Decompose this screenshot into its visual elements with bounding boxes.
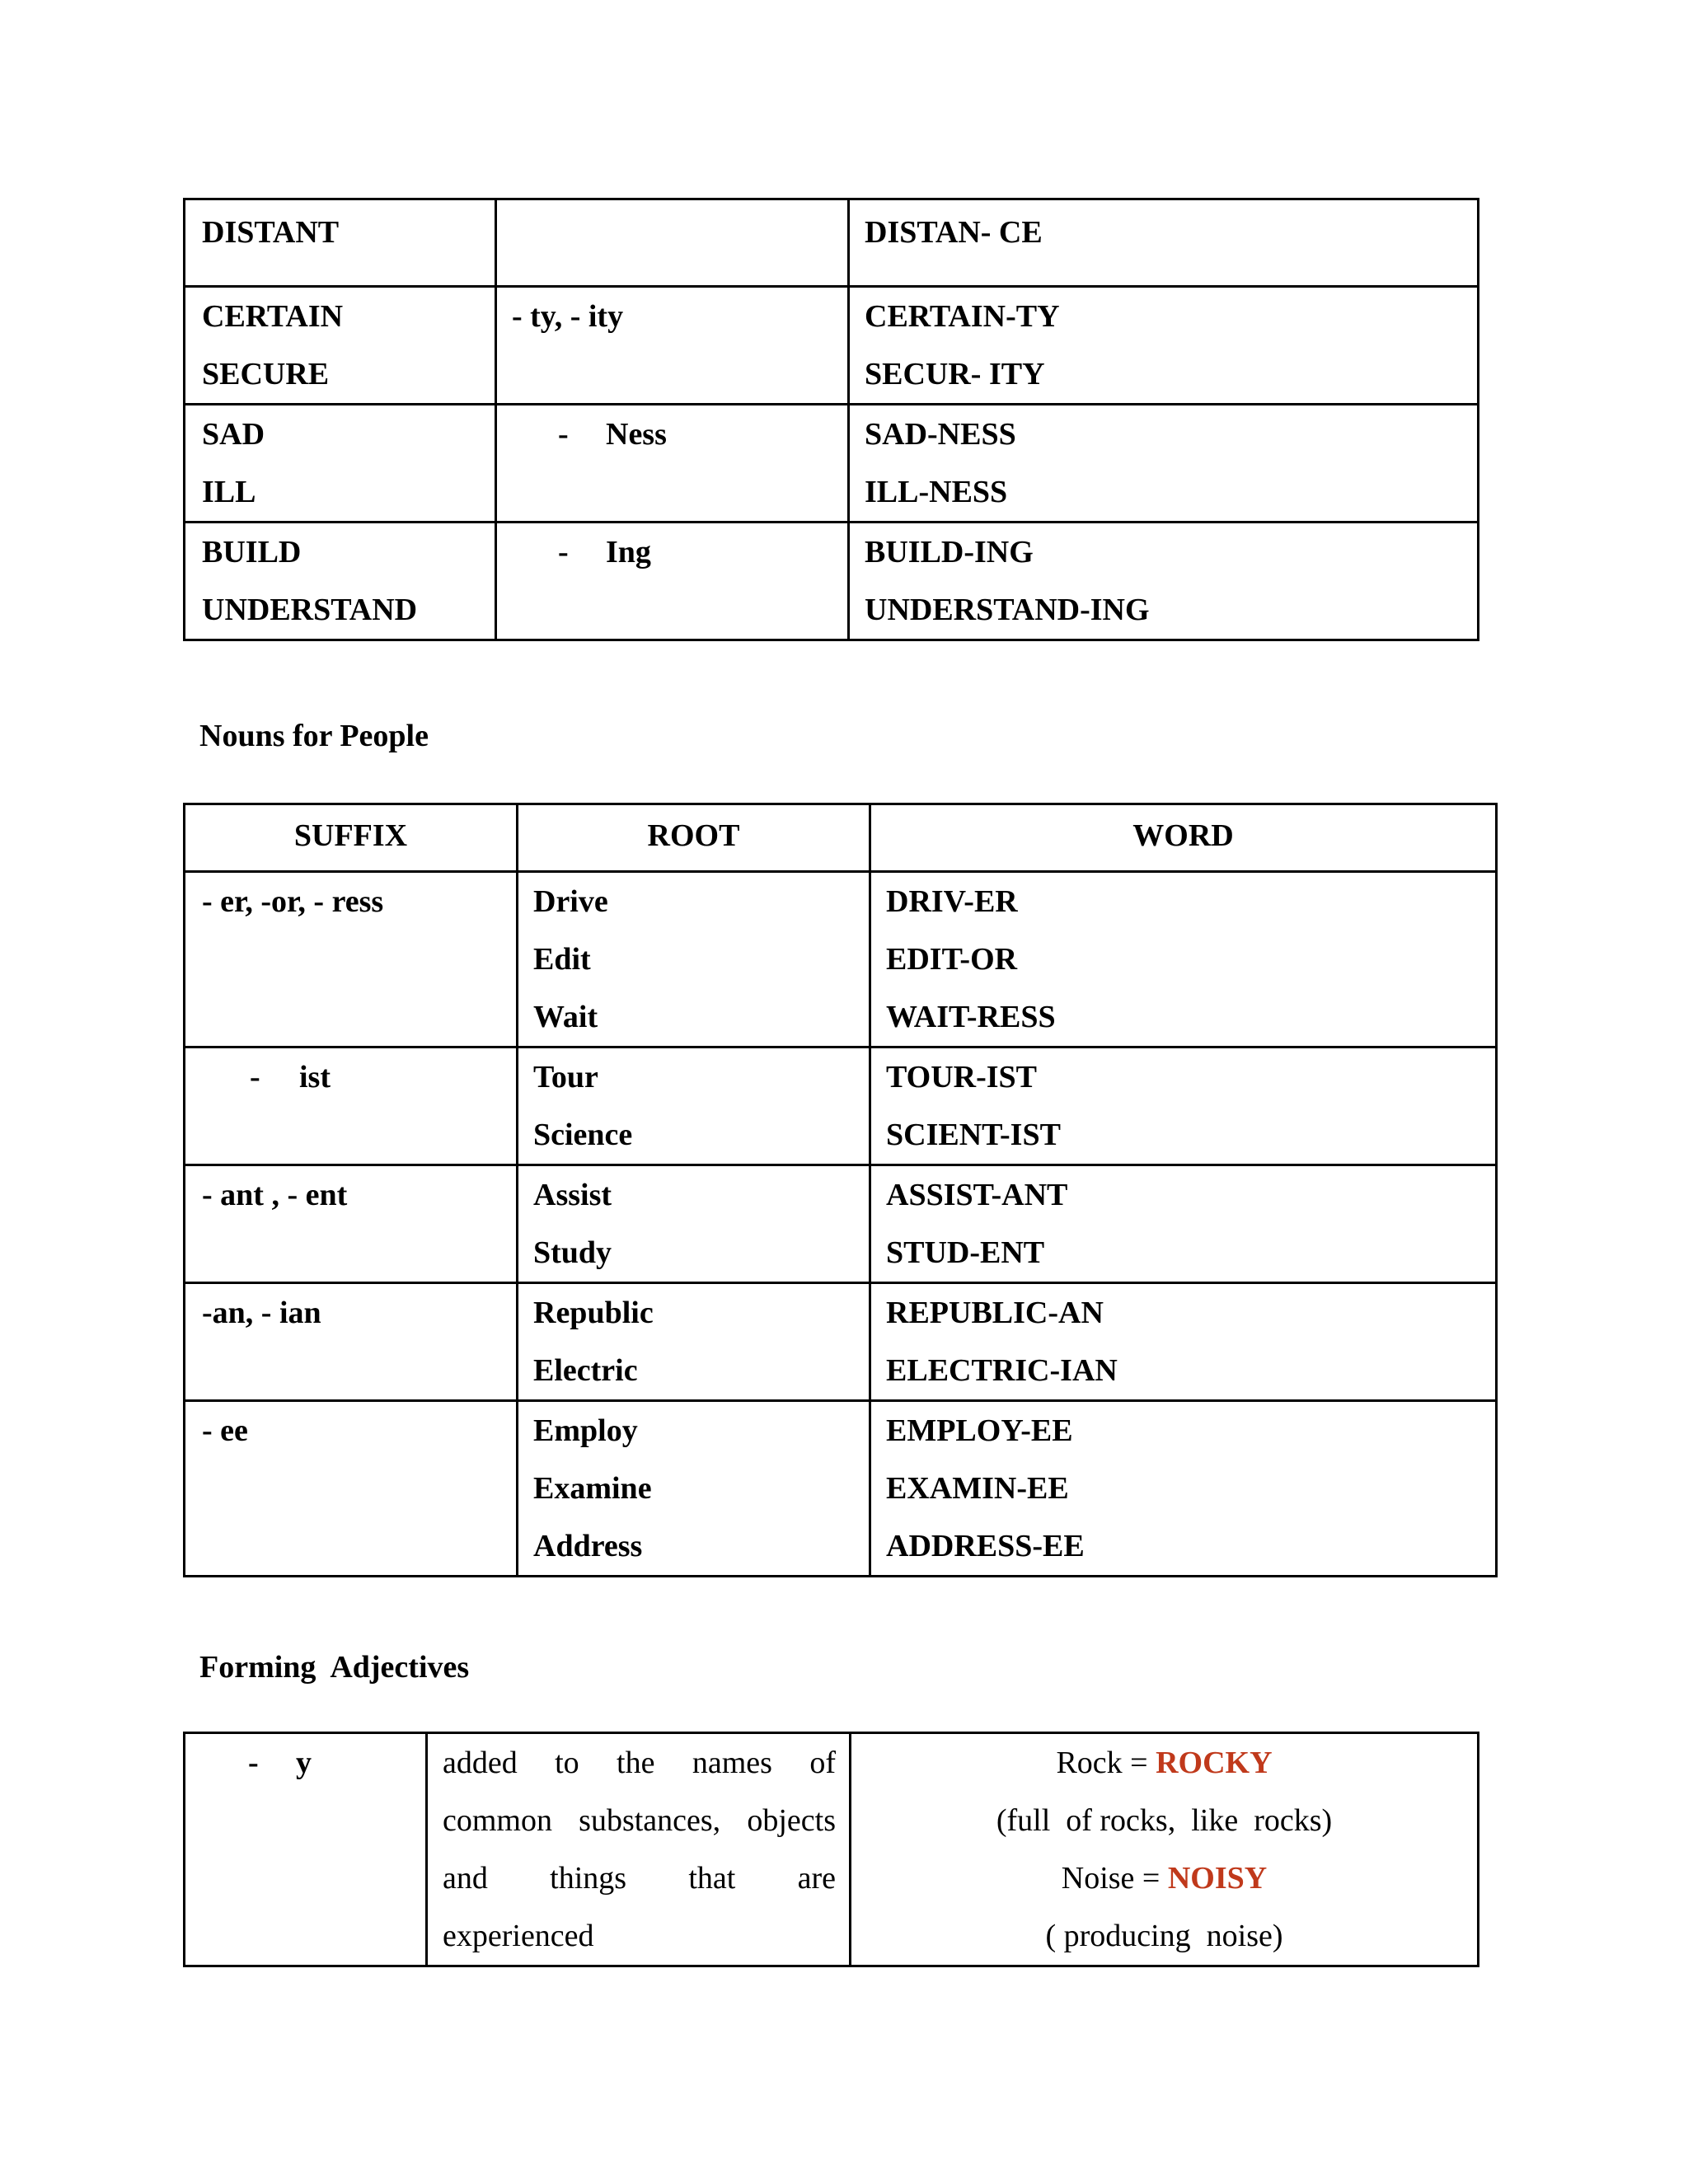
root-word: ILL <box>202 475 256 509</box>
suffix-dash: - <box>558 535 569 569</box>
table-row <box>185 1283 1497 1401</box>
root-word: Employ <box>533 1413 638 1448</box>
suffix-text: - er, -or, - ress <box>202 884 384 919</box>
root-word: Assist <box>533 1178 612 1212</box>
suffix-dash: - <box>250 1060 260 1094</box>
suffix-text: -an, - ian <box>202 1296 321 1330</box>
example-adjective: NOISY <box>1167 1861 1268 1896</box>
suffix-text: Ness <box>606 417 667 452</box>
derived-word: DISTAN- CE <box>865 215 1043 250</box>
derived-word: EMPLOY-EE <box>886 1413 1073 1448</box>
header-suffix: SUFFIX <box>293 818 408 853</box>
suffix-description: added to the names of common substances, objects and things that are experienced <box>443 1746 836 1953</box>
suffix-dash: - <box>558 417 569 452</box>
root-word: Electric <box>533 1353 638 1388</box>
root-word: DISTANT <box>202 215 340 250</box>
root-word: BUILD <box>202 535 302 569</box>
suffix-text: - ant , - ent <box>202 1178 348 1212</box>
derived-word: CERTAIN-TY <box>865 299 1060 334</box>
suffix-table-adjectives <box>183 1732 1479 1967</box>
suffix-dash: - <box>248 1746 259 1780</box>
root-word: Edit <box>533 942 591 977</box>
example-note: ( producing noise) <box>1045 1919 1283 1953</box>
root-word: UNDERSTAND <box>202 593 418 627</box>
root-word: CERTAIN <box>202 299 344 334</box>
derived-word: TOUR-IST <box>886 1060 1038 1094</box>
example-root: Noise = <box>1061 1861 1168 1896</box>
root-word: Wait <box>533 1000 598 1034</box>
table-header-row <box>185 804 1497 872</box>
derived-word: ASSIST-ANT <box>886 1178 1068 1212</box>
section-heading-nouns: Nouns for People <box>199 719 429 753</box>
table-row <box>185 1733 1479 1966</box>
example-adjective: ROCKY <box>1156 1746 1273 1780</box>
derived-word: REPUBLIC-AN <box>886 1296 1104 1330</box>
root-word: Republic <box>533 1296 654 1330</box>
root-word: SAD <box>202 417 265 452</box>
root-word: Science <box>533 1118 633 1152</box>
suffix-text: - ty, - ity <box>512 299 624 334</box>
header-root: ROOT <box>647 818 740 853</box>
root-word: Drive <box>533 884 608 919</box>
root-word: Study <box>533 1235 612 1270</box>
table-row <box>185 287 1479 405</box>
table-row <box>185 405 1479 523</box>
root-word: Tour <box>533 1060 598 1094</box>
header-word: WORD <box>1132 818 1234 853</box>
adjective-examples <box>851 1734 1477 1965</box>
table-row <box>185 523 1479 640</box>
suffix-text: y <box>296 1746 312 1780</box>
example-root: Rock = <box>1056 1746 1156 1780</box>
derived-word: BUILD-ING <box>865 535 1034 569</box>
derived-word: STUD-ENT <box>886 1235 1045 1270</box>
derived-word: SAD-NESS <box>865 417 1016 452</box>
suffix-table-people-nouns <box>183 803 1498 1577</box>
table-row <box>185 199 1479 287</box>
suffix-text: Ing <box>606 535 651 569</box>
root-word: Examine <box>533 1471 652 1506</box>
derived-word: DRIV-ER <box>886 884 1018 919</box>
derived-word: SECUR- ITY <box>865 357 1045 391</box>
suffix-text: ist <box>299 1060 331 1094</box>
derived-word: ADDRESS-EE <box>886 1529 1085 1563</box>
derived-word: SCIENT-IST <box>886 1118 1061 1152</box>
derived-word: EDIT-OR <box>886 942 1018 977</box>
derived-word: UNDERSTAND-ING <box>865 593 1150 627</box>
table-row <box>185 1165 1497 1283</box>
derived-word: EXAMIN-EE <box>886 1471 1069 1506</box>
root-word: Address <box>533 1529 643 1563</box>
derived-word: ELECTRIC-IAN <box>886 1353 1118 1388</box>
suffix-table-abstract-nouns <box>183 198 1479 641</box>
table-row <box>185 1047 1497 1165</box>
derived-word: WAIT-RESS <box>886 1000 1056 1034</box>
table-row <box>185 1401 1497 1577</box>
section-heading-adjectives: Forming Adjectives <box>199 1650 470 1685</box>
derived-word: ILL-NESS <box>865 475 1008 509</box>
example-note: (full of rocks, like rocks) <box>996 1803 1333 1838</box>
suffix-text: - ee <box>202 1413 248 1448</box>
root-word: SECURE <box>202 357 330 391</box>
table-row <box>185 872 1497 1047</box>
